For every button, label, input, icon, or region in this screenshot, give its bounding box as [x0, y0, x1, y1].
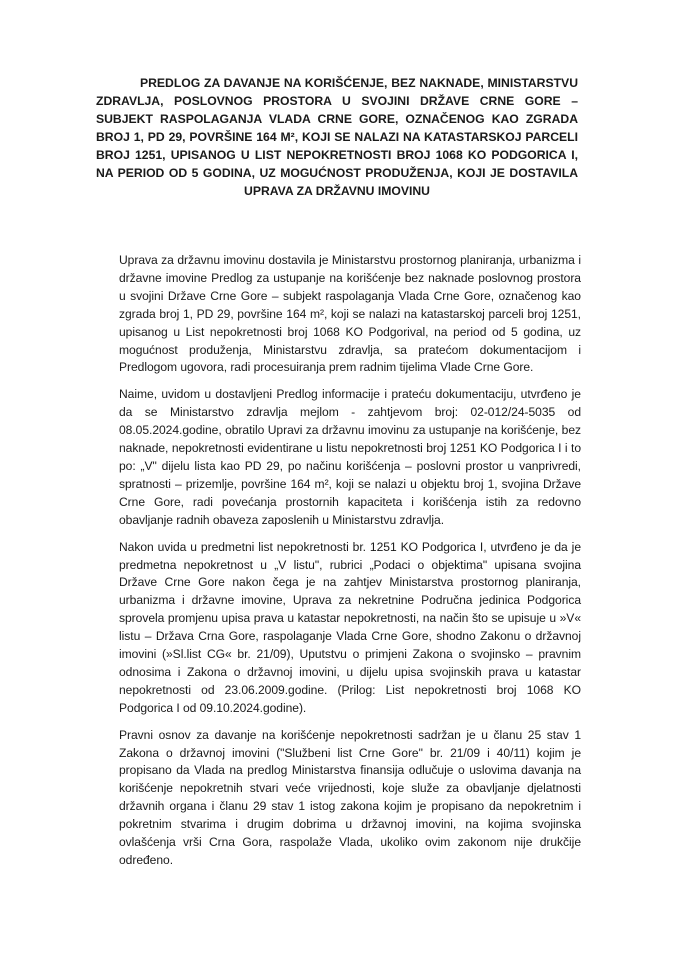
- document-title: PREDLOG ZA DAVANJE NA KORIŠĆENJE, BEZ NAKNADE, MINISTARSTVU ZDRAVLJA, POSLOVNOG PROSTORA U SVOJINI DRŽAVE CRNE GORE – SUBJEKT RASPOLAGANJA VLADA CRNE GORE, OZNAČENOG KAO ZGRADA BROJ 1, PD 29, POVRŠINE 164 M², KOJI SE NALAZI NA KATASTARSKOJ PARCELI BROJ 1251, UPISANOG U LIST NEPOKRETNOSTI BROJ 1068 KO PODGORICA I, NA PERIOD OD 5 GODINA, UZ MOGUĆNOST PRODUŽENJA, KOJI JE DOSTAVILA UPRAVA ZA DRŽAVNU IMOVINU: [96, 76, 578, 198]
- paragraph-2: Naime, uvidom u dostavljeni Predlog informacije i prateću dokumentaciju, utvrđeno je da se Ministarstvo zdravlja mejlom - zahtjevom broj: 02-012/24-5035 od 08.05.2024.godine, obratilo Upravi za državnu imovinu za ustupanje na korišćenje, bez naknade, nepokretnosti evidentirane u listu nepokretnosti broj 1251 KO Podgorica I i to po: „V" dijelu lista kao PD 29, po načinu korišćenja – poslovni prostor u vanprivredi, spratnosti – prizemlje, površine 164 m², koji se nalazi u objektu broj 1, svojina Države Crne Gore, radi povećanja prostornih kapaciteta i korišćenja istih za redovno obavljanje radnih obaveza zaposlenih u Ministarstvu zdravlja.: [119, 387, 581, 527]
- paragraph-4: Pravni osnov za davanje na korišćenje nepokretnosti sadržan je u članu 25 stav 1 Zakona o državnoj imovini ("Službeni list Crne Gore" br. 21/09 i 40/11) kojim je propisano da Vlada na predlog Ministarstva finansija odlučuje o uslovima davanja na korišćenje nepokretnih stvari veće vrijednosti, koje služe za obavljanje djelatnosti državnih organa i članu 29 stav 1 istog zakona kojim je propisano da nepokretnim i pokretnim stvarima i drugim dobrima u državnoj imovini, na kojima svojinska ovlašćenja vrši Crna Gora, raspolaže Vlada, ukoliko ovim zakonom nije drukčije određeno.: [119, 727, 581, 867]
- paragraph-3: Nakon uvida u predmetni list nepokretnosti br. 1251 KO Podgorica I, utvrđeno je da je predmetna nepokretnost u „V listu", rubrici „Podaci o objektima" upisana svojina Države Crne Gore nakon čega je na zahtjev Ministarstva prostornog planiranja, urbanizma i državne imovine, Uprava za nekretnine Područna jedinica Podgorica sprovela promjenu upisa prava u katastar nepokretnosti, na način što se upisuje u »V« listu – Država Crna Gore, raspolaganje Vlada Crne Gore, shodno Zakonu o državnoj imovini (»Sl.list CG« br. 21/09), Uputstvu o primjeni Zakona o svojinsko – pravnim odnosima i Zakona o državnoj imovini, u dijelu upisa svojinskih prava u katastar nepokretnosti od 23.06.2009.godine. (Prilog: List nepokretnosti broj 1068 KO Podgorica I od 09.10.2024.godine).: [119, 539, 581, 715]
- document-body: [119, 252, 581, 879]
- paragraph-1: Uprava za državnu imovinu dostavila je Ministarstvu prostornog planiranja, urbanizma i državne imovine Predlog za ustupanje na korišćenje bez naknade poslovnog prostora u svojini Države Crne Gore – subjekt raspolaganja Vlada Crne Gore, označenog kao zgrada broj 1, PD 29, površine 164 m², koji se nalazi na katastarskoj parceli broj 1251, upisanog u List nepokretnosti broj 1068 KO Podgorival, na period od 5 godina, uz mogućnost produženja, Ministarstvu zdravlja, sa pratećom dokumentacijom i Predlogom ugovora, radi procesuiranja prem radnim tijelima Vlade Crne Gore.: [119, 253, 581, 375]
